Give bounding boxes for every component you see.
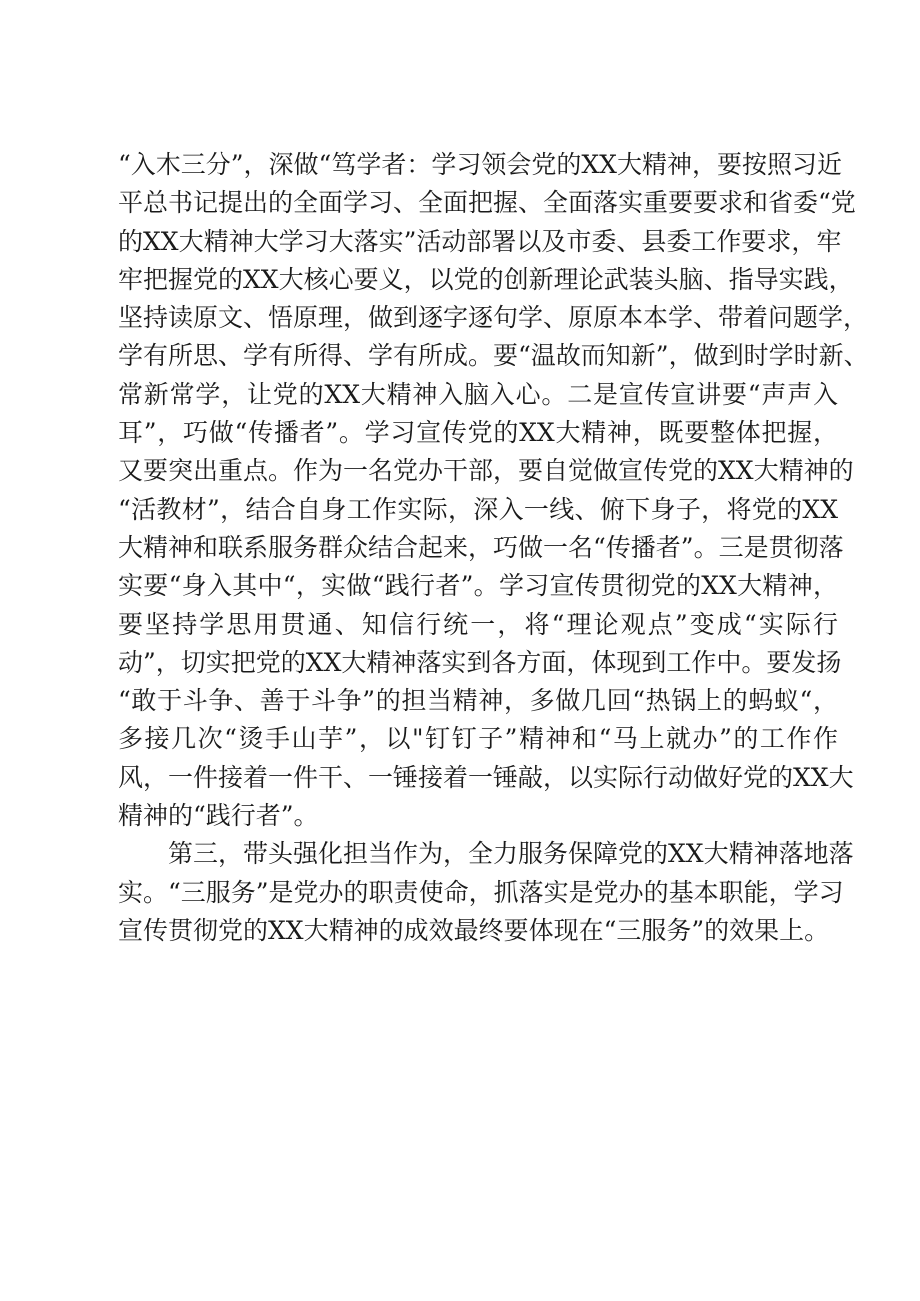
text-line: “入木三分”，深做“笃学者：学习领会党的XX大精神，要按照习近 — [118, 150, 842, 179]
text-line: 又要突出重点。作为一名党办干部，要自觉做宣传党的XX大精神的 — [118, 456, 854, 486]
text-line: 要坚持学思用贯通、知信行统一，将“理论观点”变成“实际行 — [118, 609, 838, 639]
text-line: 宣传贯彻党的XX大精神的成效最终要体现在“三服务”的效果上。 — [118, 915, 830, 945]
text-line: “活教材”，结合自身工作实际，深入一线、俯下身子，将党的XX — [118, 494, 838, 524]
paragraph-start-line: 第三，带头强化担当作为，全力服务保障党的XX大精神落地落 — [118, 839, 854, 869]
text-line: 牢把握党的XX大核心要义，以党的创新理论武装头脑、指导实践， — [118, 264, 854, 294]
text-line: 平总书记提出的全面学习、全面把握、全面落实重要要求和省委“党 — [118, 188, 856, 218]
text-line: 大精神和联系服务群众结合起来，巧做一名“传播者”。三是贯彻落 — [118, 532, 844, 562]
text-line: 风，一件接着一件干、一锤接着一锤敲，以实际行动做好党的XX大 — [118, 762, 854, 792]
text-line: 动”，切实把党的XX大精神落实到各方面，体现到工作中。要发扬 — [118, 647, 842, 677]
body-text — [118, 146, 869, 950]
paragraph-end-line: 精神的“践行者”。 — [118, 801, 319, 831]
text-line: 学有所思、学有所得、学有所成。要“温故而知新”，做到时学时新、 — [118, 341, 869, 371]
text-line: “敢于斗争、善于斗争”的担当精神，多做几回“热锅上的蚂蚁“， — [118, 686, 838, 716]
text-line: 耳”，巧做“传播者”。学习宣传党的XX大精神，既要整体把握， — [118, 418, 838, 448]
text-line: 实。“三服务”是党办的职责使命，抓落实是党办的基本职能，学习 — [118, 877, 844, 907]
text-line: 的XX大精神大学习大落实”活动部署以及市委、县委工作要求，牢 — [118, 226, 842, 256]
text-line: 常新常学，让党的XX大精神入脑入心。二是宣传宣讲要“声声入 — [118, 379, 838, 409]
text-line: 坚持读原文、悟原理，做到逐字逐句学、原原本本学、带着问题学， — [118, 303, 869, 333]
text-line: 实要“身入其中“，实做“践行者”。学习宣传贯彻党的XX大精神， — [118, 571, 838, 601]
text-line: 多接几次“烫手山芋”，以"钉钉子”精神和“马上就办”的工作作 — [118, 724, 838, 754]
